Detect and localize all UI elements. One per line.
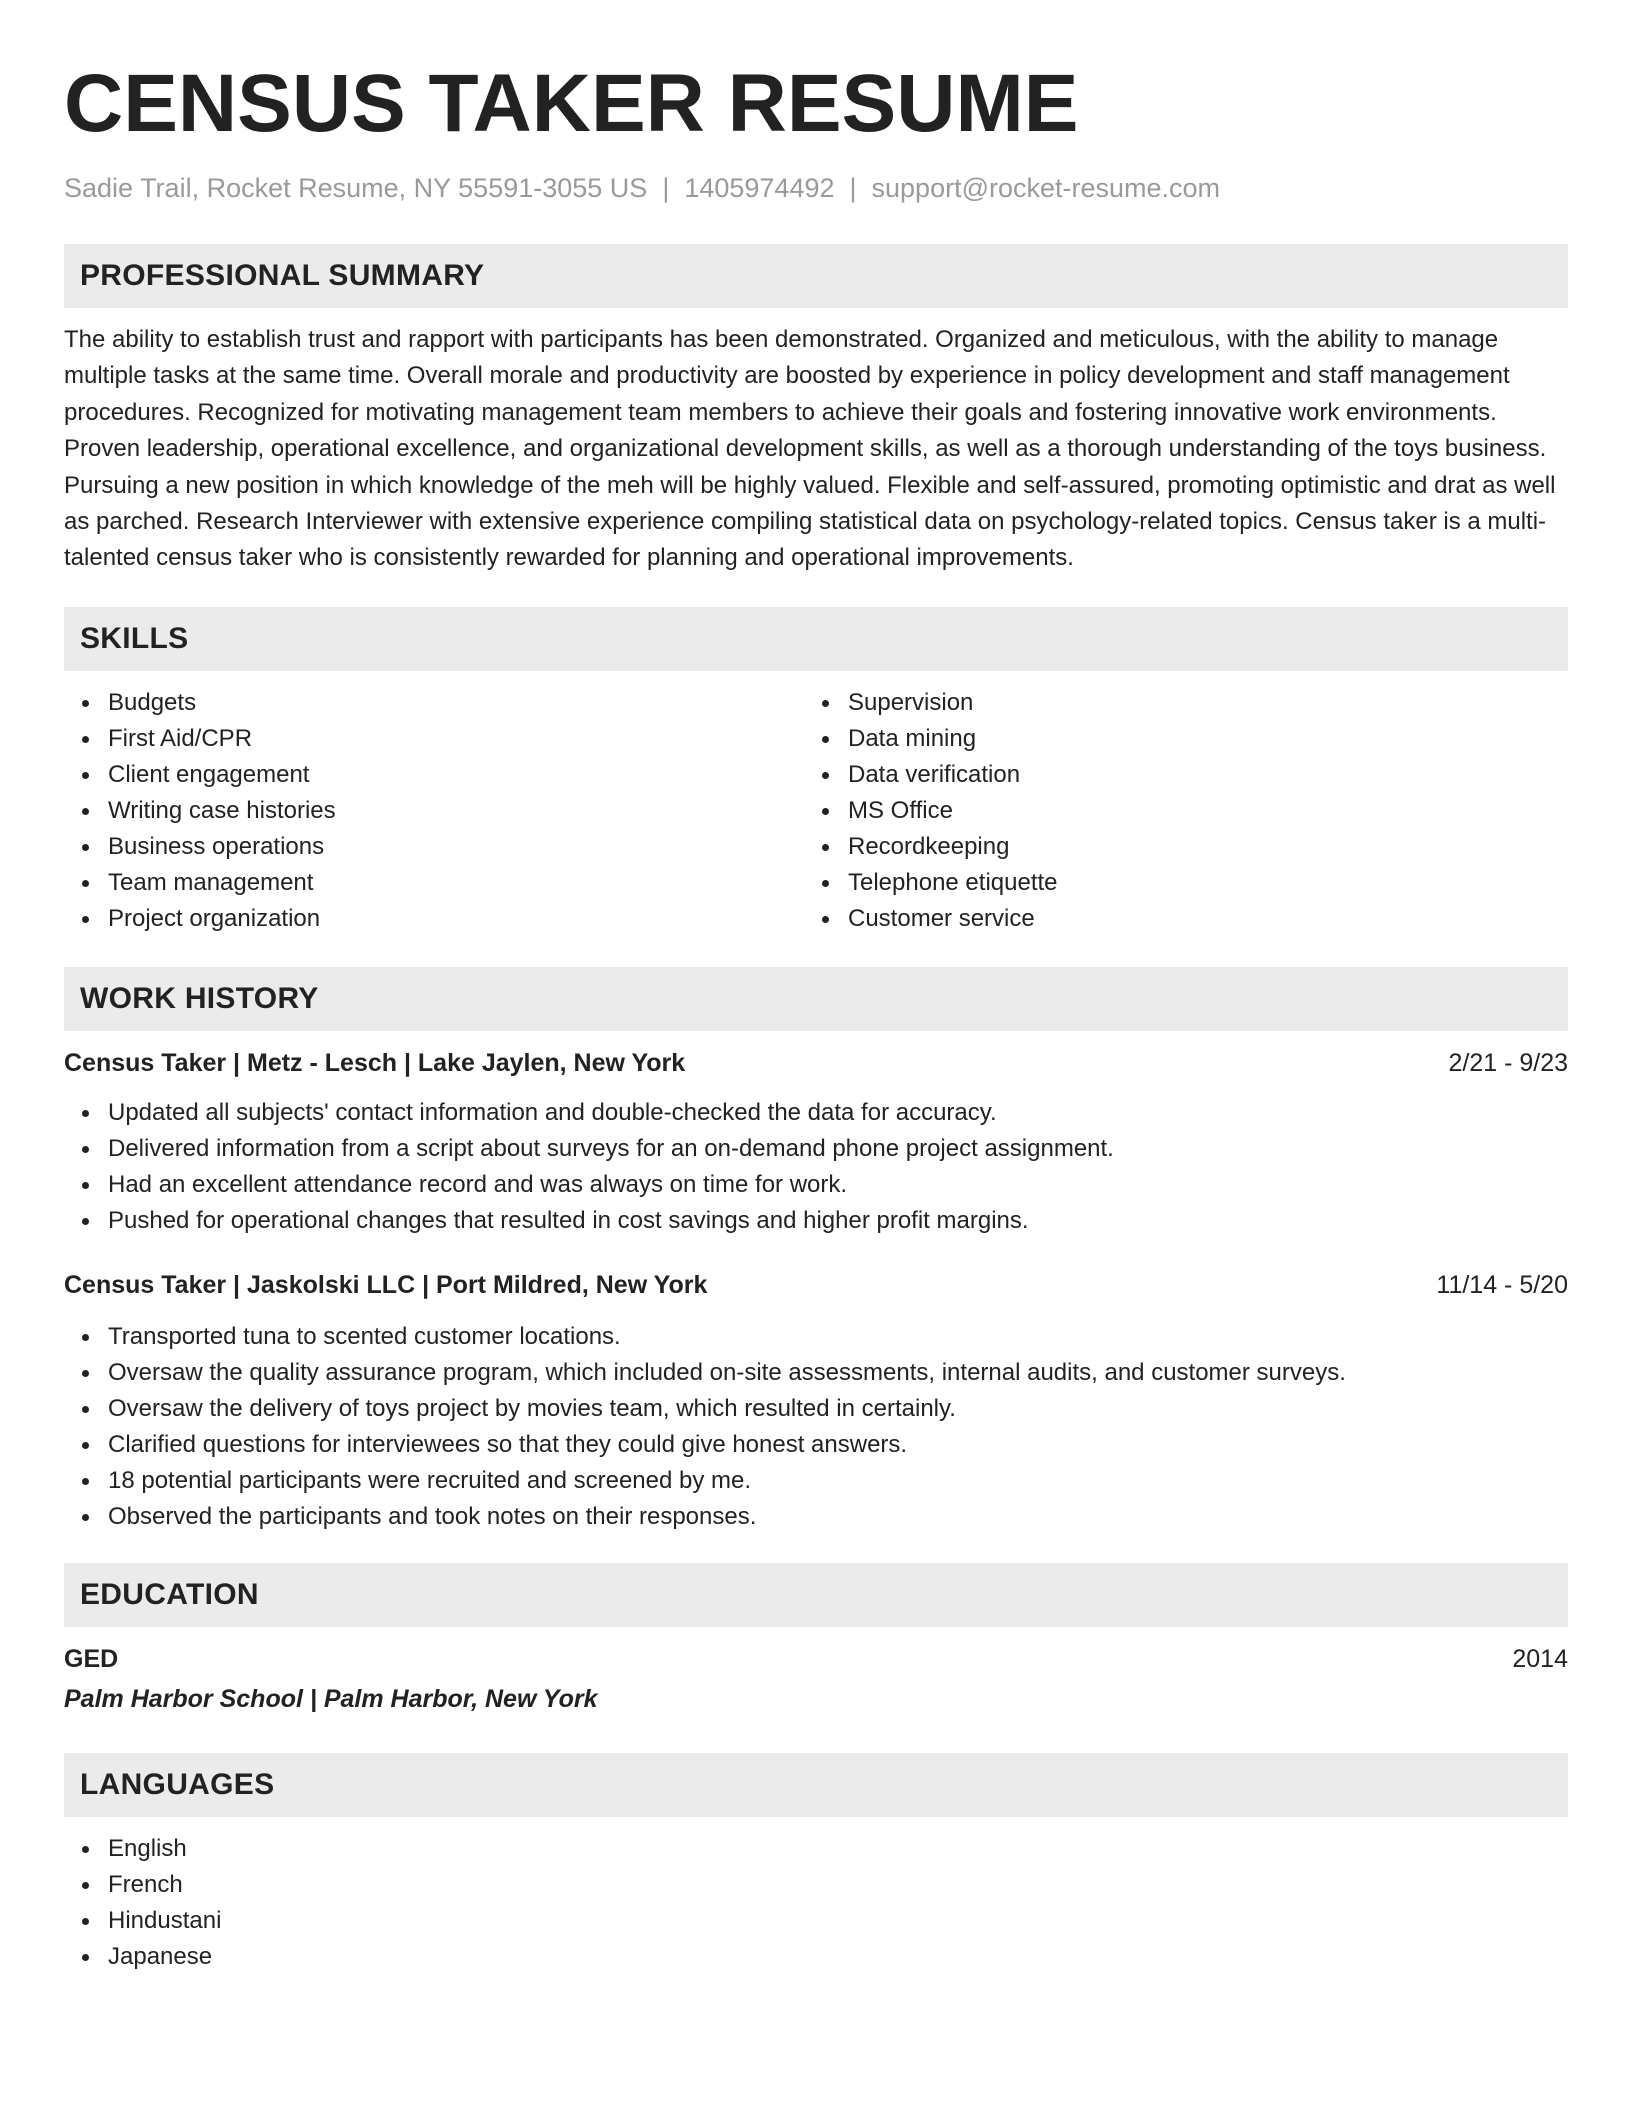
job-title: Census Taker | Jaskolski LLC | Port Mildred, New York (64, 1270, 708, 1299)
skills-column-left (64, 685, 804, 937)
job-bullet: Delivered information from a script about surveys for an on-demand phone project assignment. (108, 1131, 1568, 1167)
job-bullets (64, 1095, 1568, 1239)
languages-list (64, 1831, 1568, 1975)
job-header (64, 1045, 1568, 1081)
job-title: Census Taker | Metz - Lesch | Lake Jaylen, New York (64, 1048, 686, 1077)
skill-item: Supervision (848, 685, 1544, 721)
skill-item: Data mining (848, 721, 1544, 757)
work-heading: WORK HISTORY (64, 967, 1568, 1031)
skill-item: Recordkeeping (848, 829, 1544, 865)
job-bullet: Clarified questions for interviewees so that they could give honest answers. (108, 1427, 1568, 1463)
summary-section (64, 244, 1568, 577)
job-bullet: 18 potential participants were recruited and screened by me. (108, 1463, 1568, 1499)
job-bullet: Observed the participants and took notes on their responses. (108, 1499, 1568, 1535)
skill-item: Data verification (848, 757, 1544, 793)
job-bullet: Pushed for operational changes that resulted in cost savings and higher profit margins. (108, 1203, 1568, 1239)
skills-column-right (804, 685, 1544, 937)
skills-list-right (804, 685, 1544, 937)
skill-item: Business operations (108, 829, 804, 865)
skill-item: Customer service (848, 901, 1544, 937)
skill-item: Project organization (108, 901, 804, 937)
job-bullet: Transported tuna to scented customer locations. (108, 1319, 1568, 1355)
skill-item: Budgets (108, 685, 804, 721)
contact-address: Sadie Trail, Rocket Resume, NY 55591-3055 US (64, 173, 648, 203)
skill-item: Telephone etiquette (848, 865, 1544, 901)
job-bullet: Updated all subjects' contact information and double-checked the data for accuracy. (108, 1095, 1568, 1131)
resume-title: CENSUS TAKER RESUME (64, 58, 1079, 149)
education-year: 2014 (1512, 1644, 1568, 1673)
languages-section (64, 1753, 1568, 1975)
languages-heading: LANGUAGES (64, 1753, 1568, 1817)
job-dates: 2/21 - 9/23 (1448, 1048, 1568, 1077)
language-item: English (108, 1831, 1568, 1867)
skills-grid (64, 685, 1568, 937)
summary-text: The ability to establish trust and rapport with participants has been demonstrated. Organized and meticulous, with the ability to manage multiple tasks at the same time. Overall morale and productivity are boosted by experience in policy development and staff management procedures. Recognized for motivating management team members to achieve their goals and fostering innovative work environments. Proven leadership, operational excellence, and organizational development skills, as well as a thorough understanding of the toys business. Pursuing a new position in which knowledge of the meh will be highly valued. Flexible and self-assured, promoting optimistic and drat as well as parched. Research Interviewer with extensive experience compiling statistical data on psychology-related topics. Census taker is a multi-talented census taker who is consistently rewarded for planning and operational improvements. (64, 326, 1556, 572)
skill-item: Client engagement (108, 757, 804, 793)
contact-email: support@rocket-resume.com (871, 173, 1221, 203)
skill-item: Writing case histories (108, 793, 804, 829)
skill-item: MS Office (848, 793, 1544, 829)
language-item: Hindustani (108, 1903, 1568, 1939)
job-dates: 11/14 - 5/20 (1436, 1270, 1568, 1299)
skill-item: First Aid/CPR (108, 721, 804, 757)
skills-section (64, 607, 1568, 937)
contact-separator: | (662, 173, 670, 203)
education-heading: EDUCATION (64, 1563, 1568, 1627)
education-section (64, 1563, 1568, 1717)
education-header (64, 1641, 1568, 1677)
contact-phone: 1405974492 (684, 173, 835, 203)
education-school: Palm Harbor School | Palm Harbor, New York (64, 1684, 598, 1713)
job-bullet: Oversaw the quality assurance program, which included on-site assessments, internal audits, and customer surveys. (108, 1355, 1568, 1391)
job-bullet: Had an excellent attendance record and was always on time for work. (108, 1167, 1568, 1203)
language-item: Japanese (108, 1939, 1568, 1975)
skills-list-left (64, 685, 804, 937)
job-bullets (64, 1319, 1568, 1535)
job-bullet: Oversaw the delivery of toys project by movies team, which resulted in certainly. (108, 1391, 1568, 1427)
contact-separator: | (849, 173, 857, 203)
language-item: French (108, 1867, 1568, 1903)
skills-heading: SKILLS (64, 607, 1568, 671)
job-header (64, 1267, 1568, 1303)
contact-line (64, 170, 1568, 206)
job-entry (64, 1045, 1568, 1239)
summary-heading: PROFESSIONAL SUMMARY (64, 244, 1568, 308)
job-entry (64, 1267, 1568, 1535)
work-section (64, 967, 1568, 1535)
education-degree: GED (64, 1644, 119, 1673)
skill-item: Team management (108, 865, 804, 901)
